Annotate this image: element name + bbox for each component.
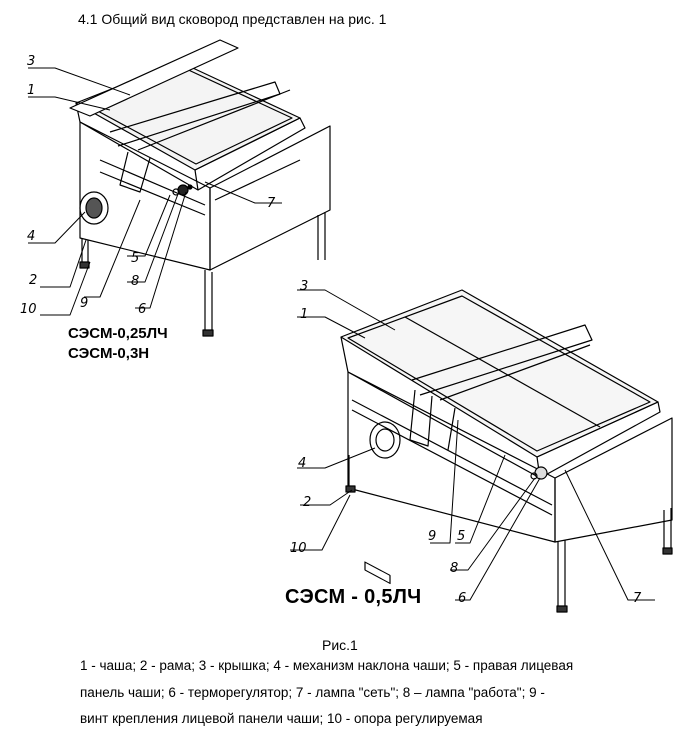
legend-line-1: 1 - чаша; 2 - рама; 3 - крышка; 4 - механизм наклона чаши; 5 - правая лицевая [80, 658, 574, 673]
legend-line-3: винт крепления лицевой панели чаши; 10 - опора регулируемая [80, 711, 483, 726]
callout-large-2: 2 [303, 495, 312, 510]
callout-large-6: 6 [458, 591, 467, 606]
figure-caption: Рис.1 [322, 637, 358, 653]
callout-small-9: 9 [80, 296, 89, 311]
large-pan-drawing [341, 290, 672, 612]
model-label-small-1: СЭСМ-0,25ЛЧ [68, 325, 168, 342]
callout-small-3: 3 [27, 54, 36, 69]
section-heading: 4.1 Общий вид сковород представлен на рис. 1 [78, 11, 387, 27]
callout-large-5: 5 [457, 529, 466, 544]
callout-small-1: 1 [27, 83, 36, 98]
callout-small-5: 5 [131, 251, 140, 266]
callout-large-4: 4 [298, 456, 307, 471]
model-label-large: СЭСМ - 0,5ЛЧ [285, 586, 422, 608]
callout-large-1: 1 [300, 307, 309, 322]
small-pan-drawing [70, 40, 330, 336]
callout-small-7: 7 [267, 196, 276, 211]
model-label-small-2: СЭСМ-0,3Н [68, 345, 150, 362]
callout-large-7: 7 [633, 591, 642, 606]
callout-large-9: 9 [428, 529, 437, 544]
callout-large-8: 8 [450, 561, 459, 576]
callout-large-10: 10 [290, 541, 307, 556]
callout-small-2: 2 [29, 273, 38, 288]
legend-line-2: панель чаши; 6 - терморегулятор; 7 - лампа "сеть"; 8 – лампа "работа"; 9 - [80, 685, 545, 700]
callout-small-10: 10 [20, 302, 37, 317]
callout-large-3: 3 [300, 279, 309, 294]
callout-small-4: 4 [27, 229, 36, 244]
callout-small-6: 6 [138, 302, 147, 317]
callout-small-8: 8 [131, 274, 140, 289]
